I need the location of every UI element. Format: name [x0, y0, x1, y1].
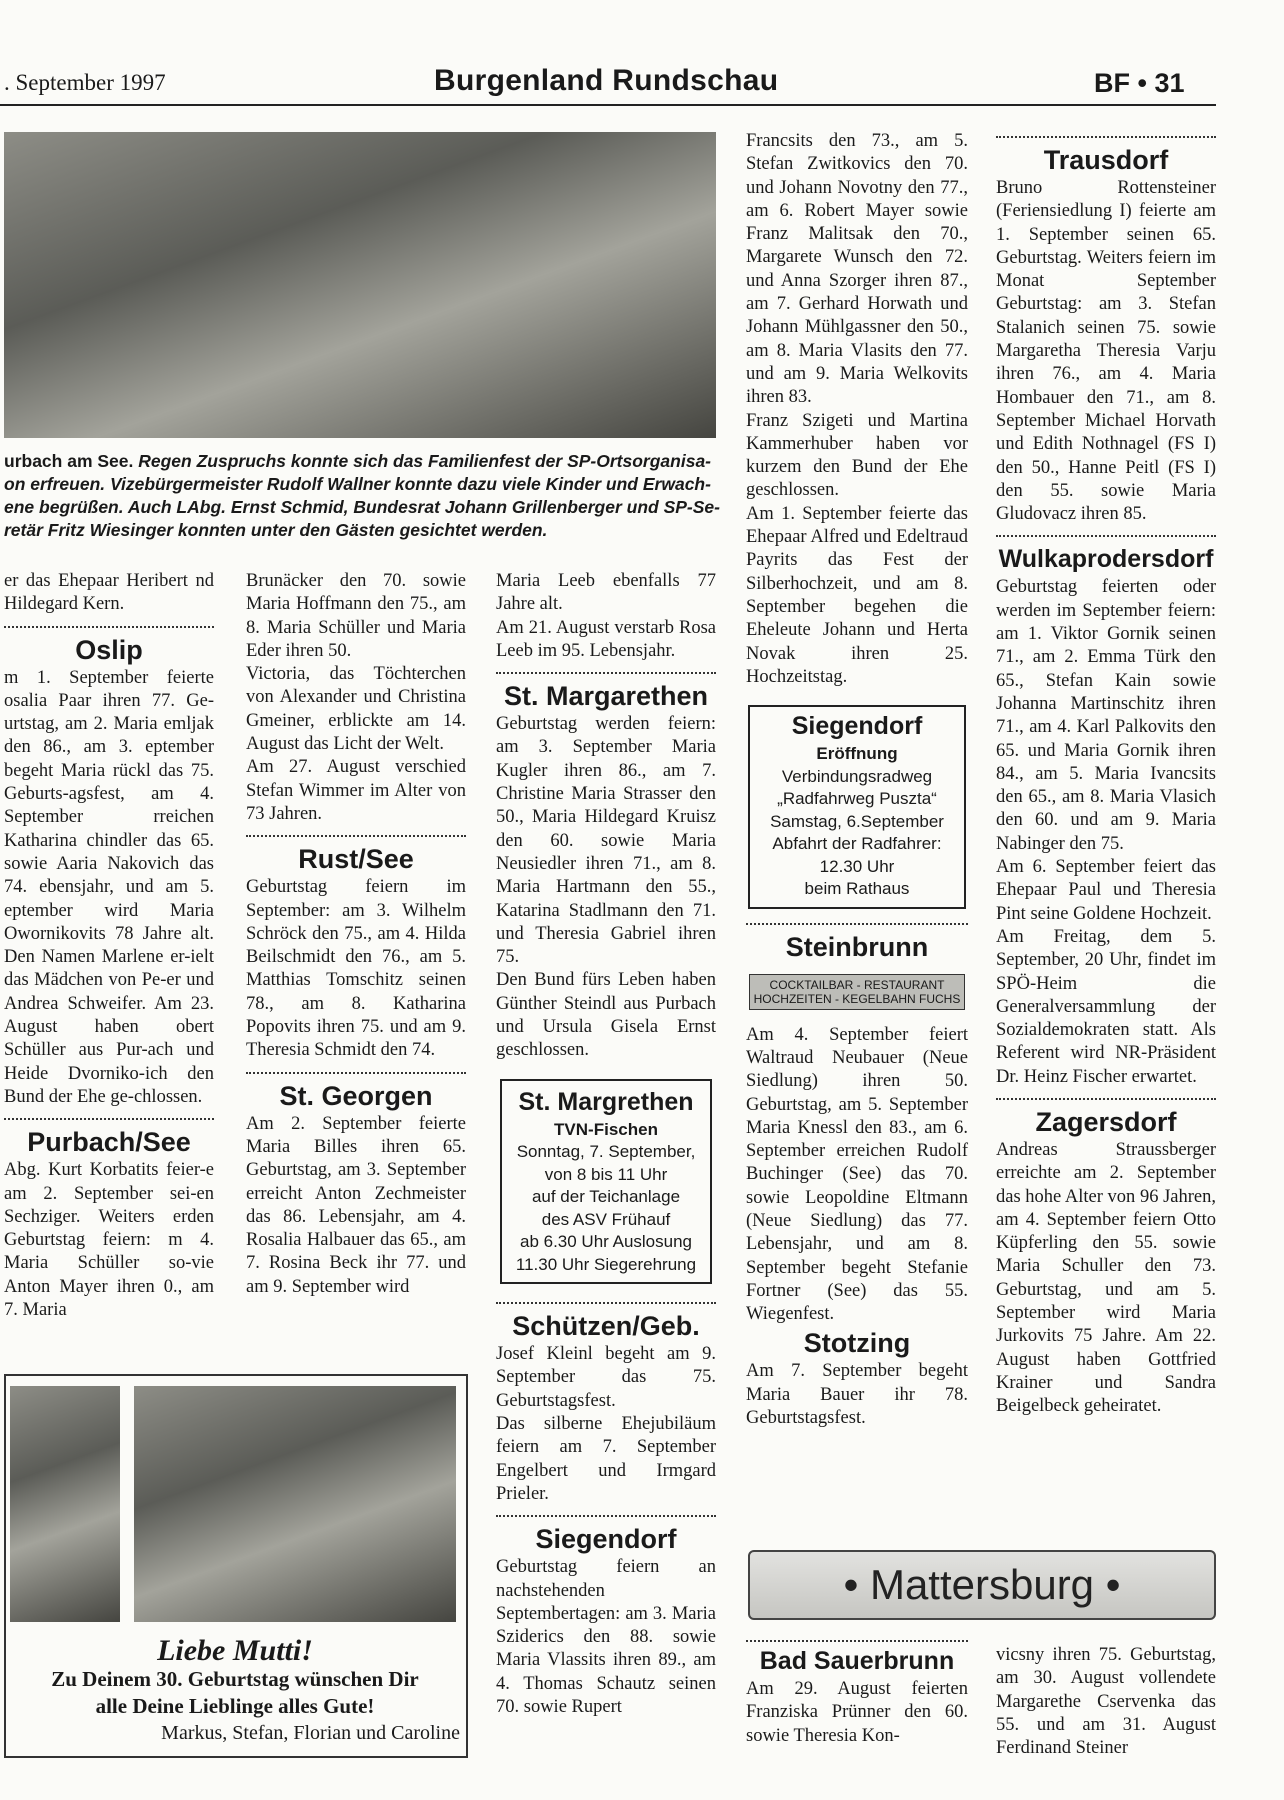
bike-path-box [748, 705, 966, 909]
ad-message-line-1: Zu Deinem 30. Geburtstag wünschen Dir [51, 1667, 419, 1691]
family-festival-photo [4, 132, 716, 438]
ad-message-line-2: alle Deine Lieblinge alles Gute! [95, 1694, 375, 1718]
heading-stotzing: Stotzing [803, 1328, 911, 1359]
page-number: BF • 31 [1094, 68, 1185, 98]
heading-st-georgen: St. Georgen [279, 1080, 433, 1111]
ad-message [4, 1666, 466, 1720]
box-line: Abfahrt der Radfahrer: [772, 834, 942, 854]
box-line: Samstag, 6.September [770, 811, 944, 831]
col2-birth: Victoria, das Töchterchen von Alexander und Christina Gmeiner, erblickte am 14. August das Licht der Welt. [246, 664, 466, 755]
steinbrunn-text: Am 4. September feiert Waltraud Neubauer (Neue Siedlung) ihren 50. Geburtstag, am 5. September Maria Knessl den 83., am 6. September erreichen Rudolf Buchinger (See) das 70. sowie Leopoldine Eltmann (Neue Siedlung) das 77. Lebensjahr, und am 8. September begeht Stefanie Fortner (See) das 55. Wiegenfest. [746, 1024, 968, 1325]
issue-date: . September 1997 [4, 70, 166, 95]
box-line: „Radfahrweg Puszta“ [777, 789, 937, 809]
ad-greeting: Liebe Mutti! [157, 1634, 313, 1667]
st-margarethen-text: Geburtstag werden feiern: am 3. September Maria Kugler ihren 86., am 7. Christine Maria Strasser den 50., Maria Hildegard Kruisz den 60. sowie Maria Neusiedler ihren 71., am 8. Maria Hartmann den 55., Katarina Stadlmann den 71. und Theresia Gabriel ihren 75. [496, 714, 716, 968]
divider [996, 136, 1216, 138]
caption-place: urbach am See. [4, 451, 134, 471]
col4-anniversary: Am 1. September feierte das Ehepaar Alfred und Edeltraud Payrits das Fest der Silberhochzeit, und am 8. September begehen die Eheleute Johann und Herta Novak ihren 25. Hochzeitstag. [746, 503, 968, 687]
box-title: Siegendorf [791, 712, 923, 741]
col3-intro: Maria Leeb ebenfalls 77 Jahre alt. [496, 571, 716, 615]
col2-intro: Brunäcker den 70. sowie Maria Hoffmann den 75., am 8. Maria Schüller und Maria Eder ihren 50. [246, 571, 466, 661]
col1-intro: er das Ehepaar Heribert nd Hildegard Kern. [4, 571, 214, 615]
box-line: auf der Teichanlage [531, 1187, 681, 1207]
box-line: 11.30 Uhr Siegerehrung [515, 1254, 697, 1274]
wulkaprodersdorf-meeting: Am Freitag, dem 5. September, 20 Uhr, findet im SPÖ-Heim die Generalversammlung der Sozialdemokraten statt. Als Referent wird NR-Präsident Dr. Heinz Fischer erwartet. [996, 926, 1216, 1087]
box-line: ab 6.30 Uhr Auslosung [519, 1232, 692, 1252]
heading-st-margarethen: St. Margarethen [503, 681, 709, 712]
column-4 [746, 130, 968, 1430]
heading-steinbrunn: Steinbrunn [785, 931, 929, 962]
box-subtitle: TVN-Fischen [554, 1119, 658, 1139]
column-5-bottom [996, 1644, 1216, 1760]
divider [4, 626, 214, 628]
trausdorf-text: Bruno Rottensteiner (Feriensiedlung I) feierte am 1. September seinen 65. Geburtstag. Weiters feiern im Monat September Geburtstag: am 3. Stefan Stalanich seinen 75. sowie Margaretha Theresia Varju ihren 76., am 4. Maria Hombauer den 71., am 8. September Michael Horvath und Edith Nothnagel (FS I) den 50., Hanne Peitl (FS I) den 55. sowie Maria Gludovacz ihren 85. [996, 178, 1216, 525]
divider [746, 923, 968, 925]
box-line: von 8 bis 11 Uhr [544, 1164, 668, 1184]
column-1 [4, 570, 214, 1322]
bad-sauerbrunn-text: Am 29. August feierten Franziska Prünner den 60. sowie Theresia Kon- [746, 1679, 968, 1746]
fishing-event-box [500, 1079, 712, 1285]
col2-death: Am 27. August verschied Stefan Wimmer im Alter von 73 Jahren. [246, 757, 466, 824]
purbach-text: Abg. Kurt Korbatits feier-e am 2. September sei-en Sechziger. Weiters erden Geburtstag feiern: m 4. Maria Schüller so-vie Anton Mayer ihren 0., am 7. Maria [4, 1160, 214, 1321]
ad-signature: Markus, Stefan, Florian und Caroline [161, 1722, 460, 1744]
schuetzen-text: Josef Kleinl begeht am 9. September das 75. Geburtstagsfest. [496, 1344, 716, 1411]
zagersdorf-text: Andreas Straussberger erreichte am 2. September das hohe Alter von 96 Jahren, am 4. September feiern Otto Küpferling den 55. sowie Maria Schuller den 73. Geburtstag, und am 5. September wird Maria Jurkovits 75 Jahre. Am 22. August haben Gottfried Krainer und Sandra Beigelbeck geheiratet. [996, 1139, 1216, 1417]
box-line: 12.30 Uhr [819, 856, 895, 876]
oslip-text: m 1. September feierte osalia Paar ihren 77. Ge-urtstag, am 2. Maria emljak den 86., am 3. eptember begeht Maria rückl das 75. Geburts-agsfest, am 4. September rreichen Katharina chindler das 65. sowie Aaria Nakovich das 74. ebensjahr, und am 5. eptember wird Maria Owornikovits 78 Jahre alt. Den Namen Marlene er-ielt das Mädchen von Pe-er und Andrea Schweifer. Am 23. August haben obert Schüller aus Pur-ach und Heide Dvorniko-ich den Bund der Ehe ge-chlossen. [4, 667, 214, 1107]
rust-text: Geburtstag feiern im September: am 3. Wilhelm Schröck den 75., am 4. Hilda Beilschmidt den 76., am 5. Matthias Tomschitz seinen 78., am 8. Katharina Popovits ihren 75. und am 9. Theresia Schmidt den 74. [246, 877, 466, 1061]
box-line: des ASV Frühauf [541, 1209, 671, 1229]
schuetzen-anniversary: Das silberne Ehejubiläum feiern am 7. September Engelbert und Irmgard Prieler. [496, 1414, 716, 1504]
divider [496, 672, 716, 674]
heading-trausdorf: Trausdorf [1043, 145, 1169, 175]
section-banner-mattersburg: • Mattersburg • [748, 1550, 1216, 1620]
divider [4, 1118, 214, 1120]
siegendorf-text: Geburtstag feiern an nachstehenden Septembertagen: am 3. Maria Sziderics den 88. sowie Maria Vlassits ihren 89., am 4. Thomas Schautz seinen 70. sowie Rupert [496, 1557, 716, 1717]
st-georgen-text: Am 2. September feierte Maria Billes ihren 65. Geburtstag, am 3. September erreicht Anton Zechmeister das 86. Lebensjahr, am 4. Rosalia Halbauer das 65., am 7. Rosina Beck ihr 77. und am 9. September wird [246, 1113, 466, 1297]
divider [496, 1302, 716, 1304]
caption-text: Regen Zuspruchs konnte sich das Familienfest der SP-Ortsorganisa-on erfreuen. Vizebürgermeister Rudolf Wallner konnte dazu viele Kinder und Erwach-ene begrüßen. Auch LAbg. Ernst Schmid, Bundesrat Johann Grillenberger und SP-Se-retär Fritz Wiesinger konnten unter den Gästen gesichtet werden. [4, 451, 720, 540]
divider [246, 835, 466, 837]
divider [746, 1640, 968, 1642]
col4-wedding: Franz Szigeti und Martina Kammerhuber haben vor kurzem den Bund der Ehe geschlossen. [746, 410, 968, 501]
box-line: beim Rathaus [804, 879, 910, 899]
bad-sauerbrunn-continued: vicsny ihren 75. Geburtstag, am 30. August vollendete Margarethe Cservenka das 55. und am 31. August Ferdinand Steiner [996, 1645, 1216, 1759]
divider [246, 1072, 466, 1074]
box-title: St. Margrethen [518, 1087, 694, 1116]
heading-purbach: Purbach/See [27, 1127, 191, 1158]
column-5 [996, 130, 1216, 1419]
st-margarethen-wedding: Den Bund fürs Leben haben Günther Steindl aus Purbach und Ursula Gisela Ernst geschlossen. [496, 970, 716, 1061]
column-4-bottom [746, 1640, 968, 1748]
fuchs-ad: COCKTAILBAR - RESTAURANT HOCHZEITEN - KEGELBAHN FUCHS [749, 974, 965, 1010]
newspaper-title: Burgenland Rundschau [434, 64, 779, 97]
heading-schuetzen: Schützen/Geb. [512, 1311, 700, 1342]
stotzing-text: Am 7. September begeht Maria Bauer ihr 78. Geburtstagsfest. [746, 1361, 968, 1429]
box-subtitle: Eröffnung [816, 744, 898, 764]
col3-death: Am 21. August verstarb Rosa Leeb im 95. Lebensjahr. [496, 617, 716, 661]
column-2 [246, 570, 466, 1299]
heading-wulkaprodersdorf: Wulkaprodersdorf [998, 545, 1214, 574]
baby-photo [10, 1386, 120, 1622]
column-3 [496, 570, 716, 1719]
wulkaprodersdorf-gold: Am 6. September feiert das Ehepaar Paul und Theresia Pint seine Goldene Hochzeit. [996, 857, 1216, 924]
children-photo [134, 1386, 456, 1622]
divider [496, 1515, 716, 1517]
wulkaprodersdorf-text: Geburtstag feierten oder werden im September feiern: am 1. Viktor Gornik seinen 71., am 2. Emma Türk den 65., Stefan Kain sowie Johanna Martinschitz ihren 71., am 4. Karl Palkovits den 65. und Maria Gornik ihren 84., am 5. Maria Ivancsits den 65., am 8. Maria Vlasich den 60. und am 9. Maria Nabinger den 75. [996, 577, 1216, 854]
box-line: Verbindungsradweg [781, 766, 933, 786]
col4-intro: Francsits den 73., am 5. Stefan Zwitkovics den 70. und Johann Novotny den 77., am 6. Robert Mayer sowie Franz Malitsak den 70., Margarete Wunsch den 72. und Anna Szorger ihren 87., am 7. Gerhard Horwath und Johann Mühlgassner den 50., am 8. Maria Vlasits den 77. und am 9. Maria Welkovits ihren 83. [746, 131, 968, 408]
photo-caption [4, 450, 726, 542]
divider [996, 1098, 1216, 1100]
header-rule [0, 104, 1216, 106]
heading-rust: Rust/See [298, 844, 414, 875]
box-line: Sonntag, 7. September, [516, 1142, 696, 1162]
heading-bad-sauerbrunn: Bad Sauerbrunn [759, 1647, 955, 1675]
heading-oslip: Oslip [75, 634, 143, 665]
divider [996, 535, 1216, 537]
heading-zagersdorf: Zagersdorf [1035, 1106, 1177, 1137]
heading-siegendorf: Siegendorf [535, 1524, 677, 1555]
